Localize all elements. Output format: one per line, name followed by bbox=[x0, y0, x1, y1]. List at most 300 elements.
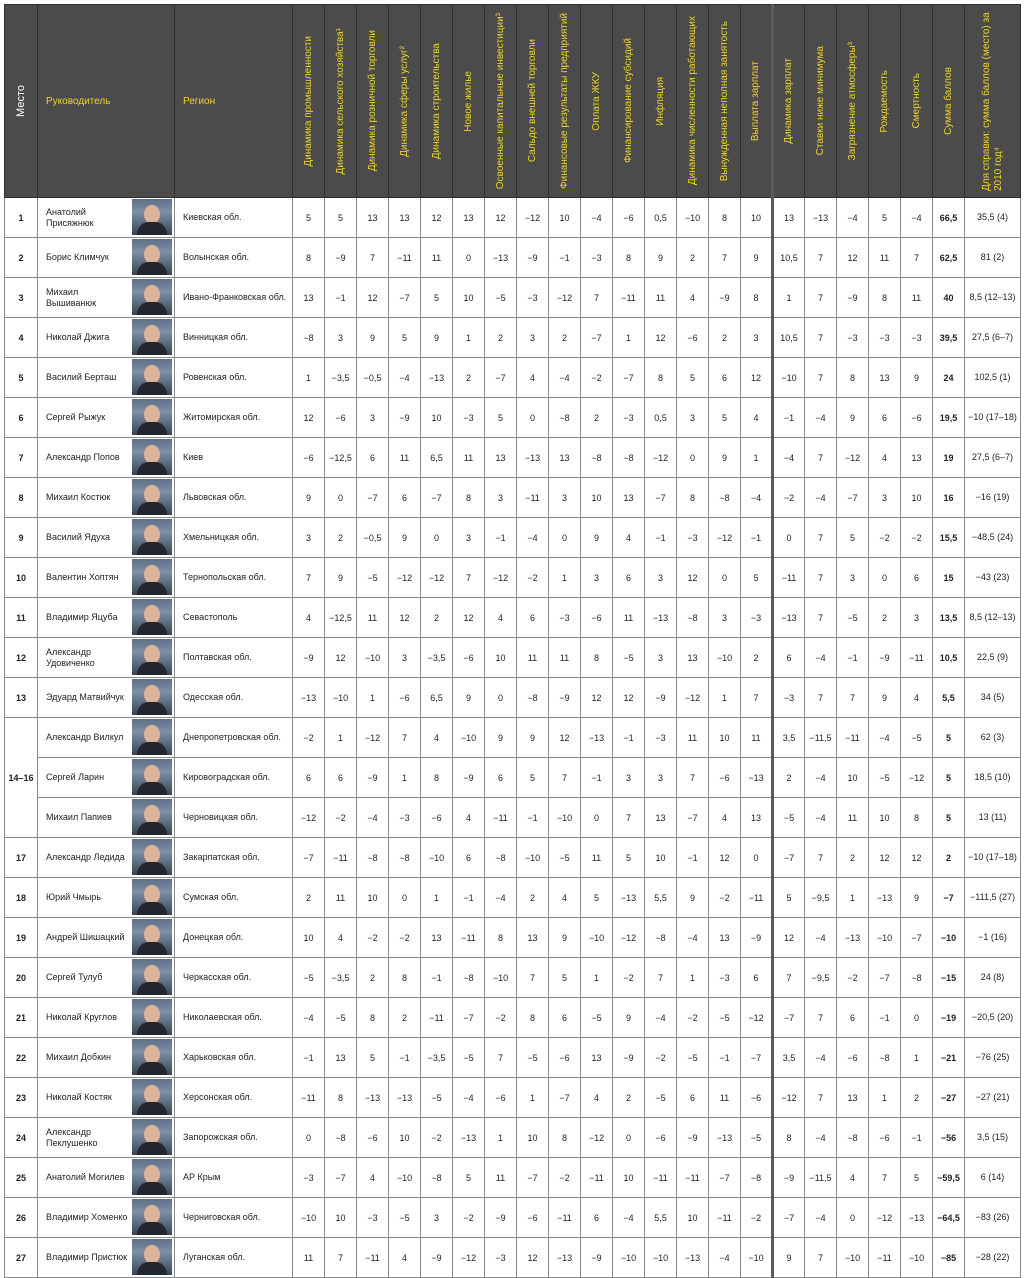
region-name: Одесская обл. bbox=[175, 678, 293, 718]
indicator-value: −11 bbox=[613, 278, 645, 318]
indicator-value: 1 bbox=[677, 958, 709, 998]
indicator-value: −8 bbox=[485, 838, 517, 878]
indicator-value: −5 bbox=[901, 718, 933, 758]
indicator-value: −12 bbox=[837, 438, 869, 478]
indicator-value: 10 bbox=[613, 1158, 645, 1198]
portrait-cell bbox=[131, 278, 175, 318]
indicator-value: −1 bbox=[837, 638, 869, 678]
leader-name: Николай Круглов bbox=[38, 998, 131, 1038]
indicator-value: 9 bbox=[773, 1238, 805, 1278]
portrait-photo bbox=[132, 519, 172, 555]
indicator-value: 11 bbox=[485, 1158, 517, 1198]
portrait-cell bbox=[131, 1198, 175, 1238]
indicator-value: 2 bbox=[869, 598, 901, 638]
indicator-value: 3 bbox=[293, 518, 325, 558]
indicator-value: 2 bbox=[741, 638, 773, 678]
table-row bbox=[5, 238, 1021, 278]
indicator-value: −1 bbox=[517, 798, 549, 838]
portrait-photo bbox=[132, 879, 172, 915]
reference-2010: 27,5 (6–7) bbox=[965, 438, 1021, 478]
indicator-value: −2 bbox=[677, 998, 709, 1038]
indicator-value: −2 bbox=[869, 518, 901, 558]
indicator-value: 10 bbox=[389, 1118, 421, 1158]
leader-name: Анатолий Присяжнюк bbox=[38, 198, 131, 238]
indicator-value: −8 bbox=[357, 838, 389, 878]
indicator-value: −13 bbox=[293, 678, 325, 718]
indicator-value: −6 bbox=[389, 678, 421, 718]
indicator-value: 11 bbox=[645, 278, 677, 318]
reference-2010: 22,5 (9) bbox=[965, 638, 1021, 678]
portrait-photo bbox=[132, 559, 172, 595]
indicator-value: 5 bbox=[613, 838, 645, 878]
indicator-value: 10 bbox=[325, 1198, 357, 1238]
indicator-value: 5 bbox=[581, 878, 613, 918]
indicator-value: −9 bbox=[517, 238, 549, 278]
indicator-value: 7 bbox=[517, 958, 549, 998]
indicator-value: 6,5 bbox=[421, 438, 453, 478]
indicator-value: 9 bbox=[325, 558, 357, 598]
indicator-value: 3 bbox=[453, 518, 485, 558]
indicator-value: −3,5 bbox=[325, 358, 357, 398]
indicator-value: 10 bbox=[293, 918, 325, 958]
indicator-value: 11 bbox=[869, 238, 901, 278]
indicator-value: −11 bbox=[645, 1158, 677, 1198]
portrait-cell bbox=[131, 638, 175, 678]
indicator-value: −2 bbox=[389, 918, 421, 958]
indicator-value: −4 bbox=[869, 718, 901, 758]
portrait-photo bbox=[132, 919, 172, 955]
region-name: Ровенская обл. bbox=[175, 358, 293, 398]
indicator-value: 8 bbox=[773, 1118, 805, 1158]
reference-2010: 62 (3) bbox=[965, 718, 1021, 758]
indicator-value: −4 bbox=[293, 998, 325, 1038]
indicator-value: 5 bbox=[293, 198, 325, 238]
indicator-value: 5,5 bbox=[645, 1198, 677, 1238]
indicator-value: −10 bbox=[517, 838, 549, 878]
indicator-value: −9 bbox=[325, 238, 357, 278]
indicator-value: −4 bbox=[581, 198, 613, 238]
leader-name: Эдуард Матвийчук bbox=[38, 678, 131, 718]
sum-score: 62,5 bbox=[933, 238, 965, 278]
portrait-photo bbox=[132, 199, 172, 235]
indicator-value: 0 bbox=[549, 518, 581, 558]
indicator-value: −6 bbox=[517, 1198, 549, 1238]
sum-score: 15,5 bbox=[933, 518, 965, 558]
indicator-value: 2 bbox=[581, 398, 613, 438]
indicator-value: 2 bbox=[453, 358, 485, 398]
indicator-value: 2 bbox=[837, 838, 869, 878]
region-name: АР Крым bbox=[175, 1158, 293, 1198]
indicator-value: −1 bbox=[325, 278, 357, 318]
portrait-cell bbox=[131, 558, 175, 598]
table-row bbox=[5, 558, 1021, 598]
indicator-value: 6 bbox=[517, 598, 549, 638]
portrait-photo bbox=[132, 1239, 172, 1275]
indicator-value: 12 bbox=[709, 838, 741, 878]
indicator-value: 13 bbox=[325, 1038, 357, 1078]
indicator-value: −6 bbox=[581, 598, 613, 638]
indicator-value: 13 bbox=[677, 638, 709, 678]
indicator-value: −5 bbox=[709, 998, 741, 1038]
indicator-value: −4 bbox=[677, 918, 709, 958]
indicator-value: 13 bbox=[485, 438, 517, 478]
indicator-value: −1 bbox=[389, 1038, 421, 1078]
leader-name: Михаил Вышиванюк bbox=[38, 278, 131, 318]
indicator-value: −11 bbox=[485, 798, 517, 838]
indicator-value: 11 bbox=[901, 278, 933, 318]
leader-name: Николай Джига bbox=[38, 318, 131, 358]
indicator-value: 2 bbox=[613, 1078, 645, 1118]
indicator-value: −1 bbox=[709, 1038, 741, 1078]
reference-2010: −27 (21) bbox=[965, 1078, 1021, 1118]
region-name: Киев bbox=[175, 438, 293, 478]
reference-2010: 13 (11) bbox=[965, 798, 1021, 838]
leader-name: Николай Костяк bbox=[38, 1078, 131, 1118]
place-cell: 3 bbox=[5, 278, 38, 318]
indicator-value: 4 bbox=[581, 1078, 613, 1118]
indicator-value: 9 bbox=[869, 678, 901, 718]
indicator-value: 5 bbox=[517, 758, 549, 798]
indicator-value: 4 bbox=[325, 918, 357, 958]
indicator-value: 3 bbox=[389, 638, 421, 678]
indicator-value: 7 bbox=[805, 1238, 837, 1278]
indicator-value: 1 bbox=[453, 318, 485, 358]
indicator-value: 9 bbox=[485, 718, 517, 758]
indicator-value: 13 bbox=[869, 358, 901, 398]
indicator-value: −10 bbox=[741, 1238, 773, 1278]
indicator-value: 5 bbox=[869, 198, 901, 238]
leader-name: Борис Климчук bbox=[38, 238, 131, 278]
indicator-value: −13 bbox=[645, 598, 677, 638]
indicator-value: −8 bbox=[325, 1118, 357, 1158]
indicator-value: −9,5 bbox=[805, 958, 837, 998]
indicator-value: −13 bbox=[709, 1118, 741, 1158]
indicator-value: −1 bbox=[453, 878, 485, 918]
indicator-value: 2 bbox=[389, 998, 421, 1038]
header-indicator-20 bbox=[901, 5, 933, 198]
indicator-value: −9 bbox=[773, 1158, 805, 1198]
sum-score: 39,5 bbox=[933, 318, 965, 358]
indicator-value: −5 bbox=[485, 278, 517, 318]
indicator-value: 7 bbox=[805, 278, 837, 318]
header-indicator-label: Динамика сельского хозяйства¹ bbox=[334, 27, 346, 175]
indicator-value: 0,5 bbox=[645, 398, 677, 438]
indicator-value: −13 bbox=[869, 878, 901, 918]
governors-ranking-table bbox=[4, 4, 1021, 1278]
indicator-value: 13 bbox=[901, 438, 933, 478]
indicator-value: 5 bbox=[837, 518, 869, 558]
portrait-cell bbox=[131, 718, 175, 758]
indicator-value: 6 bbox=[741, 958, 773, 998]
indicator-value: 10 bbox=[485, 638, 517, 678]
indicator-value: −1 bbox=[421, 958, 453, 998]
indicator-value: −11 bbox=[869, 1238, 901, 1278]
portrait-photo bbox=[132, 359, 172, 395]
portrait-cell bbox=[131, 358, 175, 398]
indicator-value: −3 bbox=[773, 678, 805, 718]
indicator-value: −13 bbox=[485, 238, 517, 278]
indicator-value: 1 bbox=[613, 318, 645, 358]
indicator-value: −7 bbox=[773, 998, 805, 1038]
region-name: Хмельницкая обл. bbox=[175, 518, 293, 558]
header-indicator-label: Динамика промышленности bbox=[302, 35, 314, 167]
indicator-value: −8 bbox=[645, 918, 677, 958]
indicator-value: −6 bbox=[677, 318, 709, 358]
indicator-value: −10 bbox=[549, 798, 581, 838]
header-row bbox=[5, 5, 1021, 198]
indicator-value: −4 bbox=[485, 878, 517, 918]
indicator-value: −5 bbox=[421, 1078, 453, 1118]
indicator-value: 2 bbox=[901, 1078, 933, 1118]
table-row bbox=[5, 718, 1021, 758]
region-name: Сумская обл. bbox=[175, 878, 293, 918]
table-row bbox=[5, 1158, 1021, 1198]
indicator-value: 3,5 bbox=[773, 1038, 805, 1078]
table-row bbox=[5, 758, 1021, 798]
indicator-value: −10 bbox=[677, 198, 709, 238]
indicator-value: −2 bbox=[325, 798, 357, 838]
indicator-value: 7 bbox=[805, 678, 837, 718]
indicator-value: −7 bbox=[773, 1198, 805, 1238]
indicator-value: 1 bbox=[581, 958, 613, 998]
indicator-value: 7 bbox=[869, 1158, 901, 1198]
indicator-value: 7 bbox=[805, 518, 837, 558]
indicator-value: 9 bbox=[357, 318, 389, 358]
table-row bbox=[5, 1078, 1021, 1118]
indicator-value: 13 bbox=[709, 918, 741, 958]
indicator-value: −13 bbox=[421, 358, 453, 398]
indicator-value: 12 bbox=[773, 918, 805, 958]
place-cell: 9 bbox=[5, 518, 38, 558]
sum-score: −27 bbox=[933, 1078, 965, 1118]
indicator-value: −2 bbox=[837, 958, 869, 998]
header-indicator-label: Инфляция bbox=[654, 76, 666, 126]
region-name: Тернопольская обл. bbox=[175, 558, 293, 598]
indicator-value: −0,5 bbox=[357, 518, 389, 558]
indicator-value: −10 bbox=[357, 638, 389, 678]
indicator-value: −11 bbox=[741, 878, 773, 918]
indicator-value: −6 bbox=[741, 1078, 773, 1118]
indicator-value: −8 bbox=[581, 438, 613, 478]
indicator-value: −11 bbox=[453, 918, 485, 958]
indicator-value: 3 bbox=[357, 398, 389, 438]
indicator-value: −12 bbox=[677, 678, 709, 718]
indicator-value: −7 bbox=[453, 998, 485, 1038]
indicator-value: −5 bbox=[773, 798, 805, 838]
indicator-value: 0 bbox=[421, 518, 453, 558]
indicator-value: 1 bbox=[773, 278, 805, 318]
indicator-value: 7 bbox=[805, 838, 837, 878]
indicator-value: −4 bbox=[805, 1038, 837, 1078]
indicator-value: −5 bbox=[549, 838, 581, 878]
indicator-value: −3 bbox=[389, 798, 421, 838]
indicator-value: 11 bbox=[549, 638, 581, 678]
indicator-value: −13 bbox=[581, 718, 613, 758]
indicator-value: 12 bbox=[549, 718, 581, 758]
indicator-value: −3 bbox=[485, 1238, 517, 1278]
indicator-value: −9 bbox=[741, 918, 773, 958]
leader-name: Александр Вилкул bbox=[38, 718, 131, 758]
indicator-value: −10 bbox=[773, 358, 805, 398]
sum-score: 13,5 bbox=[933, 598, 965, 638]
portrait-cell bbox=[131, 958, 175, 998]
table-row bbox=[5, 1198, 1021, 1238]
portrait-photo bbox=[132, 799, 172, 835]
indicator-value: −3 bbox=[709, 958, 741, 998]
place-cell: 27 bbox=[5, 1238, 38, 1278]
indicator-value: −13 bbox=[677, 1238, 709, 1278]
indicator-value: 13 bbox=[517, 918, 549, 958]
header-region: Регион bbox=[175, 5, 293, 198]
indicator-value: 11 bbox=[581, 838, 613, 878]
region-name: Николаевская обл. bbox=[175, 998, 293, 1038]
indicator-value: 11 bbox=[709, 1078, 741, 1118]
portrait-photo bbox=[132, 1079, 172, 1115]
reference-2010: −83 (26) bbox=[965, 1198, 1021, 1238]
indicator-value: 9 bbox=[421, 318, 453, 358]
indicator-value: −9 bbox=[357, 758, 389, 798]
table-row bbox=[5, 878, 1021, 918]
table-row bbox=[5, 358, 1021, 398]
indicator-value: 12 bbox=[485, 198, 517, 238]
region-name: Киевская обл. bbox=[175, 198, 293, 238]
place-cell: 21 bbox=[5, 998, 38, 1038]
indicator-value: 8 bbox=[869, 278, 901, 318]
header-indicator-18 bbox=[837, 5, 869, 198]
indicator-value: −11,5 bbox=[805, 1158, 837, 1198]
indicator-value: 12 bbox=[837, 238, 869, 278]
indicator-value: −2 bbox=[421, 1118, 453, 1158]
header-sum-label: Сумма баллов bbox=[942, 67, 954, 135]
indicator-value: 11 bbox=[517, 638, 549, 678]
indicator-value: 6 bbox=[677, 1078, 709, 1118]
indicator-value: −11,5 bbox=[805, 718, 837, 758]
place-cell: 23 bbox=[5, 1078, 38, 1118]
indicator-value: −4 bbox=[805, 758, 837, 798]
indicator-value: −12,5 bbox=[325, 438, 357, 478]
indicator-value: 7 bbox=[805, 998, 837, 1038]
indicator-value: −9,5 bbox=[805, 878, 837, 918]
indicator-value: 6 bbox=[773, 638, 805, 678]
sum-score: 5 bbox=[933, 758, 965, 798]
indicator-value: 10,5 bbox=[773, 318, 805, 358]
indicator-value: 5 bbox=[485, 398, 517, 438]
indicator-value: 8 bbox=[293, 238, 325, 278]
indicator-value: 9 bbox=[517, 718, 549, 758]
indicator-value: 2 bbox=[709, 318, 741, 358]
sum-score: −10 bbox=[933, 918, 965, 958]
indicator-value: 2 bbox=[517, 878, 549, 918]
indicator-value: 7 bbox=[741, 678, 773, 718]
indicator-value: 13 bbox=[389, 198, 421, 238]
indicator-value: 3 bbox=[901, 598, 933, 638]
indicator-value: 5 bbox=[901, 1158, 933, 1198]
portrait-cell bbox=[131, 678, 175, 718]
region-name: Севастополь bbox=[175, 598, 293, 638]
indicator-value: −4 bbox=[805, 398, 837, 438]
indicator-value: −3 bbox=[613, 398, 645, 438]
portrait-cell bbox=[131, 918, 175, 958]
table-row bbox=[5, 638, 1021, 678]
region-name: Черновицкая обл. bbox=[175, 798, 293, 838]
region-name: Черкасская обл. bbox=[175, 958, 293, 998]
indicator-value: −1 bbox=[741, 518, 773, 558]
indicator-value: −6 bbox=[421, 798, 453, 838]
indicator-value: 3 bbox=[709, 598, 741, 638]
indicator-value: 6 bbox=[293, 758, 325, 798]
indicator-value: −12 bbox=[741, 998, 773, 1038]
reference-2010: 6 (14) bbox=[965, 1158, 1021, 1198]
portrait-photo bbox=[132, 839, 172, 875]
reference-2010: −10 (17–18) bbox=[965, 398, 1021, 438]
indicator-value: −6 bbox=[453, 638, 485, 678]
sum-score: −85 bbox=[933, 1238, 965, 1278]
indicator-value: −10 bbox=[645, 1238, 677, 1278]
indicator-value: −12 bbox=[773, 1078, 805, 1118]
indicator-value: −4 bbox=[805, 638, 837, 678]
indicator-value: 7 bbox=[325, 1238, 357, 1278]
indicator-value: −9 bbox=[485, 1198, 517, 1238]
header-indicator-label: Ставки ниже минимума bbox=[814, 46, 826, 156]
indicator-value: 7 bbox=[805, 1078, 837, 1118]
portrait-photo bbox=[132, 999, 172, 1035]
header-indicator-9 bbox=[549, 5, 581, 198]
indicator-value: 5 bbox=[389, 318, 421, 358]
leader-name: Александр Пеклушенко bbox=[38, 1118, 131, 1158]
place-cell: 26 bbox=[5, 1198, 38, 1238]
place-cell: 19 bbox=[5, 918, 38, 958]
indicator-value: −13 bbox=[517, 438, 549, 478]
indicator-value: 2 bbox=[677, 238, 709, 278]
indicator-value: −6 bbox=[709, 758, 741, 798]
indicator-value: −7 bbox=[837, 478, 869, 518]
indicator-value: 1 bbox=[901, 1038, 933, 1078]
header-indicator-8 bbox=[517, 5, 549, 198]
place-cell: 12 bbox=[5, 638, 38, 678]
place-cell: 17 bbox=[5, 838, 38, 878]
indicator-value: −4 bbox=[805, 478, 837, 518]
header-indicator-label: Смертность bbox=[910, 73, 922, 129]
indicator-value: 7 bbox=[357, 238, 389, 278]
indicator-value: 13 bbox=[421, 918, 453, 958]
indicator-value: 7 bbox=[837, 678, 869, 718]
indicator-value: −12 bbox=[293, 798, 325, 838]
leader-name: Михаил Добкин bbox=[38, 1038, 131, 1078]
indicator-value: −12 bbox=[901, 758, 933, 798]
indicator-value: −2 bbox=[517, 558, 549, 598]
indicator-value: −7 bbox=[869, 958, 901, 998]
indicator-value: 6 bbox=[357, 438, 389, 478]
indicator-value: 13 bbox=[453, 198, 485, 238]
indicator-value: 2 bbox=[549, 318, 581, 358]
indicator-value: −1 bbox=[613, 718, 645, 758]
portrait-photo bbox=[132, 1199, 172, 1235]
portrait-cell bbox=[131, 438, 175, 478]
place-cell: 11 bbox=[5, 598, 38, 638]
sum-score: −19 bbox=[933, 998, 965, 1038]
region-name: Ивано-Франковская обл. bbox=[175, 278, 293, 318]
indicator-value: −7 bbox=[325, 1158, 357, 1198]
leader-name: Александр Попов bbox=[38, 438, 131, 478]
portrait-photo bbox=[132, 719, 172, 755]
indicator-value: −2 bbox=[581, 358, 613, 398]
indicator-value: −8 bbox=[901, 958, 933, 998]
indicator-value: −12 bbox=[453, 1238, 485, 1278]
place-cell: 8 bbox=[5, 478, 38, 518]
indicator-value: 5 bbox=[549, 958, 581, 998]
portrait-cell bbox=[131, 1238, 175, 1278]
indicator-value: 6 bbox=[837, 998, 869, 1038]
